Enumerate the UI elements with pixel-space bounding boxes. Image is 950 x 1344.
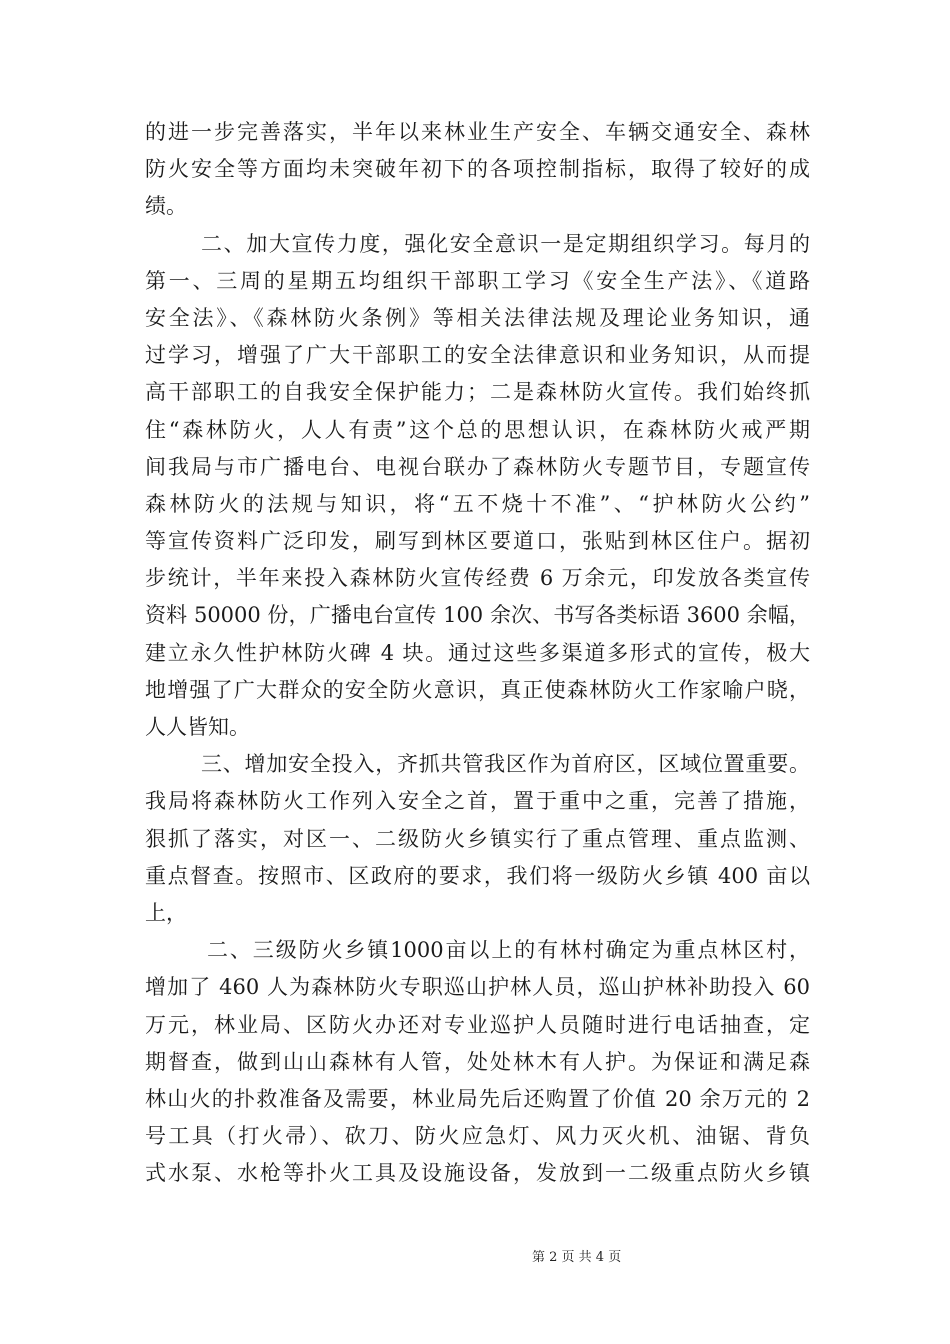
text-line: 第一、三周的星期五均组织干部职工学习《安全生产法》、《道路	[145, 268, 810, 293]
text-line: 狠抓了落实，对区一、二级防火乡镇实行了重点管理、重点监测、	[145, 826, 810, 851]
text-line: 二、三级防火乡镇1000亩以上的有林村确定为重点林区村，	[207, 938, 810, 963]
paragraph	[145, 114, 810, 226]
text-line: 号工具（打火帚）、砍刀、防火应急灯、风力灭火机、油锯、背负	[145, 1124, 810, 1149]
text-line: 三、增加安全投入，齐抓共管我区作为首府区，区域位置重要。	[201, 752, 810, 777]
text-line: 上，	[145, 900, 187, 925]
text-line: 步统计，半年来投入森林防火宣传经费 6 万余元，印发放各类宣传	[145, 566, 810, 591]
paragraph	[145, 932, 810, 1192]
document-body	[145, 114, 810, 1192]
text-line: 住“森林防火，人人有责”这个总的思想认识，在森林防火戒严期	[145, 417, 810, 442]
paragraph	[145, 226, 810, 747]
text-line: 期督查，做到山山森林有人管，处处林木有人护。为保证和满足森	[145, 1049, 810, 1074]
paragraph	[145, 746, 810, 932]
text-line: 增加了 460 人为森林防火专职巡山护林人员，巡山护林补助投入 60	[145, 975, 810, 1000]
text-line: 高干部职工的自我安全保护能力；二是森林防火宣传。我们始终抓	[145, 380, 810, 405]
text-line: 的进一步完善落实，半年以来林业生产安全、车辆交通安全、森林	[145, 120, 810, 144]
text-line: 过学习，增强了广大干部职工的安全法律意识和业务知识，从而提	[145, 343, 810, 368]
text-line: 建立永久性护林防火碑 4 块。通过这些多渠道多形式的宣传，极大	[145, 640, 810, 665]
text-line: 式水泵、水枪等扑火工具及设施设备，发放到一二级重点防火乡镇	[145, 1161, 810, 1186]
text-line: 安全法》、《森林防火条例》等相关法律法规及理论业务知识，通	[145, 305, 810, 330]
page-number: 第 2 页 共 4 页	[532, 1250, 622, 1265]
text-line: 防火安全等方面均未突破年初下的各项控制指标，取得了较好的成	[145, 157, 810, 182]
text-line: 等宣传资料广泛印发，刷写到林区要道口，张贴到林区住户。据初	[145, 529, 810, 554]
text-line: 我局将森林防火工作列入安全之首，置于重中之重，完善了措施，	[145, 789, 810, 814]
text-line: 森林防火的法规与知识，将“五不烧十不准”、“护林防火公约”	[145, 491, 810, 516]
text-line: 地增强了广大群众的安全防火意识，真正使森林防火工作家喻户晓，	[145, 677, 810, 702]
text-line: 人人皆知。	[145, 715, 250, 739]
text-line: 林山火的扑救准备及需要，林业局先后还购置了价值 20 余万元的 2	[145, 1086, 810, 1111]
text-line: 绩。	[145, 194, 187, 219]
text-line: 万元，林业局、区防火办还对专业巡护人员随时进行电话抽查，定	[145, 1012, 810, 1037]
text-line: 二、加大宣传力度，强化安全意识一是定期组织学习。每月的	[201, 231, 810, 256]
text-line: 重点督查。按照市、区政府的要求，我们将一级防火乡镇 400 亩以	[145, 863, 810, 888]
text-line: 资料 50000 份，广播电台宣传 100 余次、书写各类标语 3600 余幅，	[145, 603, 810, 628]
text-line: 间我局与市广播电台、电视台联办了森林防火专题节目，专题宣传	[145, 454, 810, 479]
